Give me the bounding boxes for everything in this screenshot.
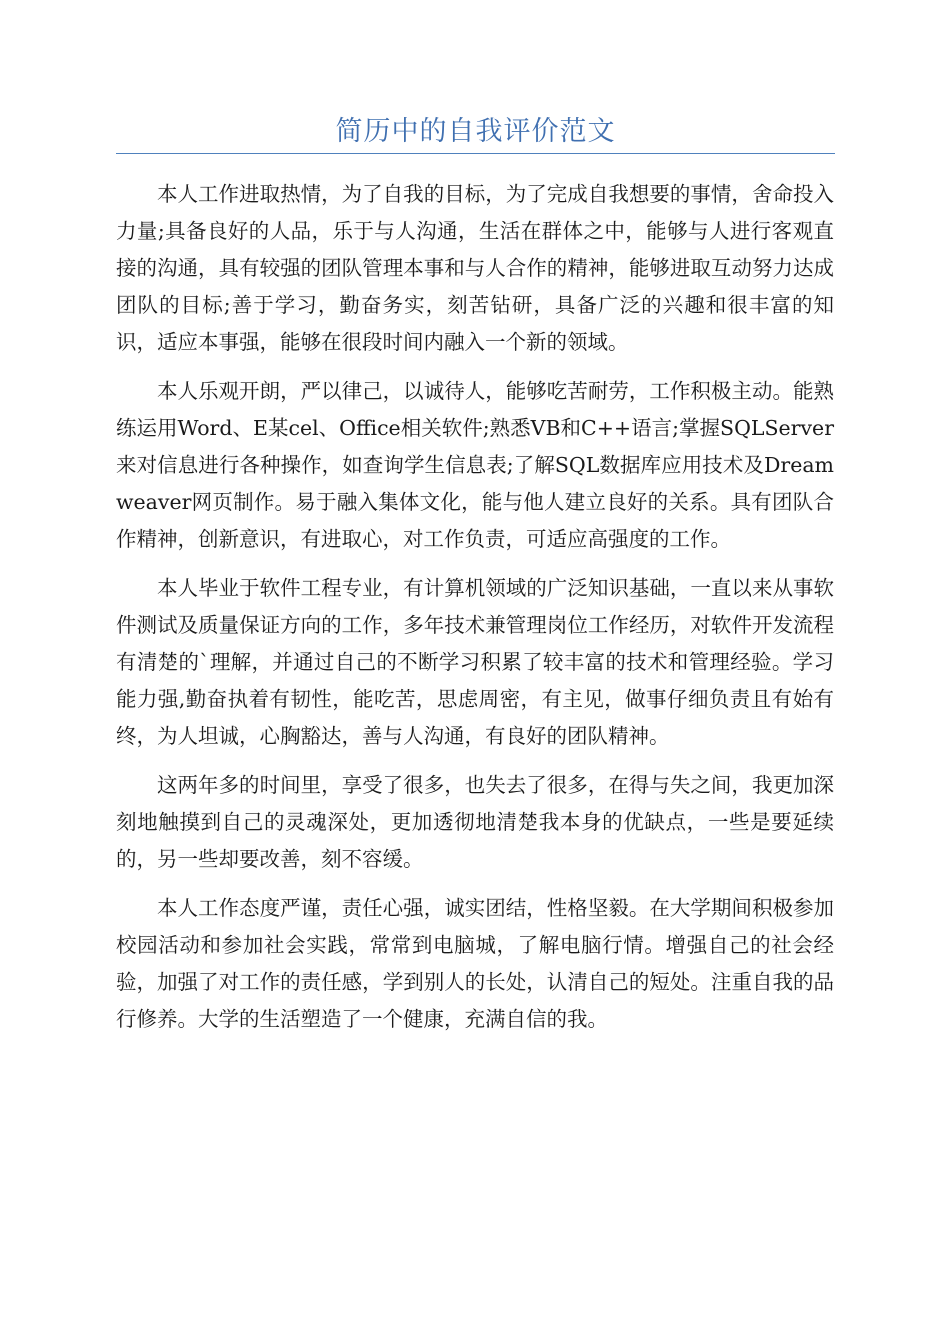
paragraph: 这两年多的时间里，享受了很多，也失去了很多，在得与失之间，我更加深刻地触摸到自己的灵魂深处，更加透彻地清楚我本身的优缺点，一些是要延续的，另一些却要改善，刻不容缓。 bbox=[116, 773, 834, 871]
document-body bbox=[116, 176, 834, 1050]
title-underline bbox=[116, 153, 835, 154]
paragraph: 本人乐观开朗，严以律己，以诚待人，能够吃苦耐劳，工作积极主动。能熟练运用Word、E某cel、Office相关软件;熟悉VB和C++语言;掌握SQLServer来对信息进行各种操作，如查询学生信息表;了解SQL数据库应用技术及Dreamweaver网页制作。易于融入集体文化，能与他人建立良好的关系。具有团队合作精神，创新意识，有进取心，对工作负责，可适应高强度的工作。 bbox=[116, 379, 834, 551]
paragraph: 本人工作进取热情，为了自我的目标，为了完成自我想要的事情，舍命投入力量;具备良好的人品，乐于与人沟通，生活在群体之中，能够与人进行客观直接的沟通，具有较强的团队管理本事和与人合作的精神，能够进取互动努力达成团队的目标;善于学习，勤奋务实，刻苦钻研，具备广泛的兴趣和很丰富的知识，适应本事强，能够在很段时间内融入一个新的领域。 bbox=[116, 182, 834, 354]
paragraph: 本人工作态度严谨，责任心强，诚实团结，性格坚毅。在大学期间积极参加校园活动和参加社会实践，常常到电脑城，了解电脑行情。增强自己的社会经验，加强了对工作的责任感，学到别人的长处，认清自己的短处。注重自我的品行修养。大学的生活塑造了一个健康，充满自信的我。 bbox=[116, 896, 834, 1031]
page-title: 简历中的自我评价范文 bbox=[335, 116, 616, 147]
paragraph: 本人毕业于软件工程专业，有计算机领域的广泛知识基础，一直以来从事软件测试及质量保证方向的工作，多年技术兼管理岗位工作经历，对软件开发流程有清楚的`理解，并通过自己的不断学习积累了较丰富的技术和管理经验。学习能力强,勤奋执着有韧性，能吃苦，思虑周密，有主见，做事仔细负责且有始有终，为人坦诚，心胸豁达，善与人沟通，有良好的团队精神。 bbox=[116, 576, 834, 748]
